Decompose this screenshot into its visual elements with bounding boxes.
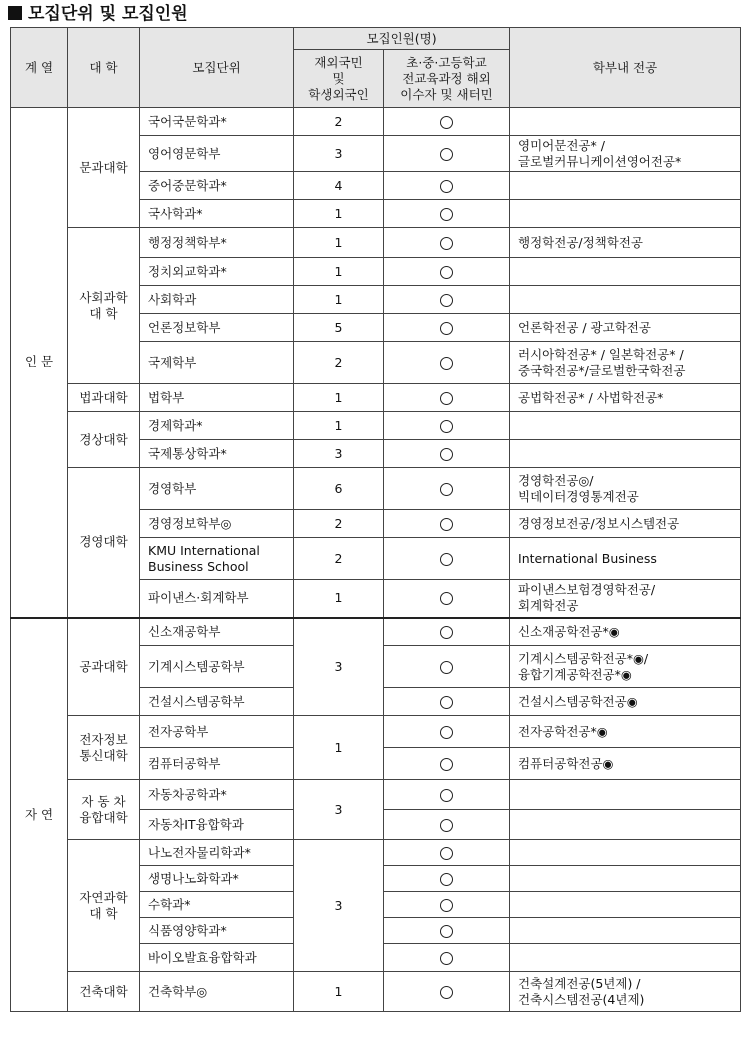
circle-mark-icon bbox=[440, 237, 453, 250]
college-cell: 문과대학 bbox=[68, 108, 140, 228]
eligibility-cell bbox=[384, 580, 510, 618]
quota-cell: 2 bbox=[294, 342, 384, 384]
quota-cell: 3 bbox=[294, 780, 384, 840]
circle-mark-icon bbox=[440, 873, 453, 886]
unit-cell: 자동차IT융합학과 bbox=[140, 810, 294, 840]
major-cell bbox=[510, 918, 741, 944]
major-cell bbox=[510, 200, 741, 228]
circle-mark-icon bbox=[440, 592, 453, 605]
circle-mark-icon bbox=[440, 696, 453, 709]
circle-mark-icon bbox=[440, 266, 453, 279]
college-cell: 자 동 차 융합대학 bbox=[68, 780, 140, 840]
circle-mark-icon bbox=[440, 483, 453, 496]
quota-cell: 1 bbox=[294, 228, 384, 258]
square-bullet-icon bbox=[8, 6, 22, 20]
unit-cell: 신소재공학부 bbox=[140, 618, 294, 646]
unit-cell: 건설시스템공학부 bbox=[140, 688, 294, 716]
circle-mark-icon bbox=[440, 148, 453, 161]
circle-mark-icon bbox=[440, 357, 453, 370]
circle-mark-icon bbox=[440, 952, 453, 965]
unit-cell: KMU International Business School bbox=[140, 538, 294, 580]
major-cell bbox=[510, 258, 741, 286]
quota-cell: 1 bbox=[294, 580, 384, 618]
eligibility-cell bbox=[384, 840, 510, 866]
circle-mark-icon bbox=[440, 116, 453, 129]
recruitment-table bbox=[10, 27, 741, 1012]
quota-cell: 3 bbox=[294, 440, 384, 468]
table-row bbox=[11, 108, 741, 136]
major-cell: 신소재공학전공*◉ bbox=[510, 618, 741, 646]
unit-cell: 바이오발효융합학과 bbox=[140, 944, 294, 972]
page-title bbox=[8, 2, 188, 26]
unit-cell: 자동차공학과* bbox=[140, 780, 294, 810]
eligibility-cell bbox=[384, 108, 510, 136]
quota-cell: 2 bbox=[294, 108, 384, 136]
college-cell: 자연과학 대 학 bbox=[68, 840, 140, 972]
eligibility-cell bbox=[384, 748, 510, 780]
eligibility-cell bbox=[384, 510, 510, 538]
major-cell bbox=[510, 892, 741, 918]
header-quota: 모집인원(명) bbox=[294, 28, 510, 50]
eligibility-cell bbox=[384, 716, 510, 748]
eligibility-cell bbox=[384, 918, 510, 944]
unit-cell: 전자공학부 bbox=[140, 716, 294, 748]
quota-cell: 1 bbox=[294, 384, 384, 412]
table-row bbox=[11, 780, 741, 810]
quota-cell: 1 bbox=[294, 716, 384, 780]
major-cell bbox=[510, 286, 741, 314]
circle-mark-icon bbox=[440, 322, 453, 335]
eligibility-cell bbox=[384, 384, 510, 412]
header-college: 대 학 bbox=[68, 28, 140, 108]
division-cell: 인 문 bbox=[11, 108, 68, 618]
unit-cell: 건축학부◎ bbox=[140, 972, 294, 1012]
eligibility-cell bbox=[384, 136, 510, 172]
header-quota-overseas: 재외국민 및 학생외국인 bbox=[294, 50, 384, 108]
quota-cell: 1 bbox=[294, 412, 384, 440]
circle-mark-icon bbox=[440, 553, 453, 566]
eligibility-cell bbox=[384, 468, 510, 510]
eligibility-cell bbox=[384, 258, 510, 286]
unit-cell: 국어국문학과* bbox=[140, 108, 294, 136]
circle-mark-icon bbox=[440, 448, 453, 461]
table-row bbox=[11, 228, 741, 258]
unit-cell: 사회학과 bbox=[140, 286, 294, 314]
table-row bbox=[11, 618, 741, 646]
unit-cell: 식품영양학과* bbox=[140, 918, 294, 944]
circle-mark-icon bbox=[440, 294, 453, 307]
quota-cell: 5 bbox=[294, 314, 384, 342]
eligibility-cell bbox=[384, 646, 510, 688]
circle-mark-icon bbox=[440, 392, 453, 405]
major-cell: 경영학전공◎/ 빅데이터경영통계전공 bbox=[510, 468, 741, 510]
header-unit: 모집단위 bbox=[140, 28, 294, 108]
eligibility-cell bbox=[384, 342, 510, 384]
table-row bbox=[11, 972, 741, 1012]
eligibility-cell bbox=[384, 866, 510, 892]
quota-cell: 3 bbox=[294, 840, 384, 972]
circle-mark-icon bbox=[440, 789, 453, 802]
eligibility-cell bbox=[384, 314, 510, 342]
page-title-text: 모집단위 및 모집인원 bbox=[28, 4, 188, 24]
circle-mark-icon bbox=[440, 819, 453, 832]
major-cell bbox=[510, 866, 741, 892]
eligibility-cell bbox=[384, 944, 510, 972]
circle-mark-icon bbox=[440, 518, 453, 531]
circle-mark-icon bbox=[440, 208, 453, 221]
eligibility-cell bbox=[384, 780, 510, 810]
circle-mark-icon bbox=[440, 726, 453, 739]
circle-mark-icon bbox=[440, 925, 453, 938]
college-cell: 경영대학 bbox=[68, 468, 140, 618]
unit-cell: 국사학과* bbox=[140, 200, 294, 228]
circle-mark-icon bbox=[440, 626, 453, 639]
college-cell: 건축대학 bbox=[68, 972, 140, 1012]
eligibility-cell bbox=[384, 440, 510, 468]
major-cell: 러시아학전공* / 일본학전공* / 중국학전공*/글로벌한국학전공 bbox=[510, 342, 741, 384]
quota-cell: 1 bbox=[294, 972, 384, 1012]
table-body bbox=[11, 108, 741, 1012]
major-cell: 컴퓨터공학전공◉ bbox=[510, 748, 741, 780]
unit-cell: 언론정보학부 bbox=[140, 314, 294, 342]
eligibility-cell bbox=[384, 286, 510, 314]
college-cell: 경상대학 bbox=[68, 412, 140, 468]
table-row bbox=[11, 716, 741, 748]
eligibility-cell bbox=[384, 892, 510, 918]
major-cell: 경영정보전공/정보시스템전공 bbox=[510, 510, 741, 538]
eligibility-cell bbox=[384, 228, 510, 258]
major-cell: 파이낸스보험경영학전공/ 회계학전공 bbox=[510, 580, 741, 618]
eligibility-cell bbox=[384, 200, 510, 228]
quota-cell: 2 bbox=[294, 510, 384, 538]
unit-cell: 생명나노화학과* bbox=[140, 866, 294, 892]
college-cell: 사회과학 대 학 bbox=[68, 228, 140, 384]
major-cell: 건설시스템공학전공◉ bbox=[510, 688, 741, 716]
major-cell bbox=[510, 172, 741, 200]
table-row bbox=[11, 384, 741, 412]
unit-cell: 수학과* bbox=[140, 892, 294, 918]
quota-cell: 3 bbox=[294, 136, 384, 172]
major-cell: 언론학전공 / 광고학전공 bbox=[510, 314, 741, 342]
eligibility-cell bbox=[384, 172, 510, 200]
major-cell: 영미어문전공* / 글로벌커뮤니케이션영어전공* bbox=[510, 136, 741, 172]
major-cell: International Business bbox=[510, 538, 741, 580]
quota-cell: 1 bbox=[294, 286, 384, 314]
major-cell bbox=[510, 780, 741, 810]
eligibility-cell bbox=[384, 688, 510, 716]
circle-mark-icon bbox=[440, 180, 453, 193]
header-division: 계 열 bbox=[11, 28, 68, 108]
eligibility-cell bbox=[384, 810, 510, 840]
major-cell bbox=[510, 412, 741, 440]
quota-cell: 2 bbox=[294, 538, 384, 580]
major-cell: 행정학전공/정책학전공 bbox=[510, 228, 741, 258]
unit-cell: 경영정보학부◎ bbox=[140, 510, 294, 538]
unit-cell: 법학부 bbox=[140, 384, 294, 412]
quota-cell: 3 bbox=[294, 618, 384, 716]
unit-cell: 경제학과* bbox=[140, 412, 294, 440]
circle-mark-icon bbox=[440, 847, 453, 860]
unit-cell: 영어영문학부 bbox=[140, 136, 294, 172]
unit-cell: 국제학부 bbox=[140, 342, 294, 384]
circle-mark-icon bbox=[440, 758, 453, 771]
unit-cell: 기계시스템공학부 bbox=[140, 646, 294, 688]
quota-cell: 1 bbox=[294, 200, 384, 228]
major-cell bbox=[510, 440, 741, 468]
circle-mark-icon bbox=[440, 986, 453, 999]
major-cell: 건축설계전공(5년제) / 건축시스템전공(4년제) bbox=[510, 972, 741, 1012]
unit-cell: 국제통상학과* bbox=[140, 440, 294, 468]
major-cell: 기계시스템공학전공*◉/ 융합기계공학전공*◉ bbox=[510, 646, 741, 688]
division-cell: 자 연 bbox=[11, 618, 68, 1012]
table-row bbox=[11, 412, 741, 440]
circle-mark-icon bbox=[440, 899, 453, 912]
unit-cell: 중어중문학과* bbox=[140, 172, 294, 200]
major-cell bbox=[510, 944, 741, 972]
quota-cell: 4 bbox=[294, 172, 384, 200]
unit-cell: 나노전자물리학과* bbox=[140, 840, 294, 866]
unit-cell: 경영학부 bbox=[140, 468, 294, 510]
header-quota-abroad-defector: 초·중·고등학교 전교육과정 해외 이수자 및 새터민 bbox=[384, 50, 510, 108]
circle-mark-icon bbox=[440, 661, 453, 674]
unit-cell: 행정정책학부* bbox=[140, 228, 294, 258]
major-cell bbox=[510, 810, 741, 840]
table-row bbox=[11, 840, 741, 866]
quota-cell: 1 bbox=[294, 258, 384, 286]
eligibility-cell bbox=[384, 538, 510, 580]
unit-cell: 컴퓨터공학부 bbox=[140, 748, 294, 780]
unit-cell: 정치외교학과* bbox=[140, 258, 294, 286]
major-cell: 공법학전공* / 사법학전공* bbox=[510, 384, 741, 412]
major-cell bbox=[510, 108, 741, 136]
header-majors: 학부내 전공 bbox=[510, 28, 741, 108]
table-row bbox=[11, 468, 741, 510]
major-cell: 전자공학전공*◉ bbox=[510, 716, 741, 748]
eligibility-cell bbox=[384, 972, 510, 1012]
college-cell: 법과대학 bbox=[68, 384, 140, 412]
college-cell: 공과대학 bbox=[68, 618, 140, 716]
eligibility-cell bbox=[384, 618, 510, 646]
circle-mark-icon bbox=[440, 420, 453, 433]
eligibility-cell bbox=[384, 412, 510, 440]
quota-cell: 6 bbox=[294, 468, 384, 510]
unit-cell: 파이낸스·회계학부 bbox=[140, 580, 294, 618]
major-cell bbox=[510, 840, 741, 866]
college-cell: 전자정보 통신대학 bbox=[68, 716, 140, 780]
